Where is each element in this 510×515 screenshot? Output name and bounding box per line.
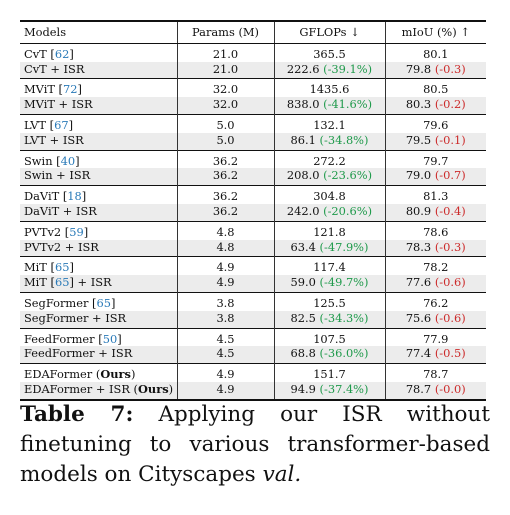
gflops-cell: [274, 62, 385, 79]
miou-value: 77.9: [423, 331, 449, 346]
gflops-cell: [274, 257, 385, 275]
table-row-base: [20, 257, 486, 275]
params-value: 5.0: [216, 132, 235, 147]
header-params: Params (M): [177, 22, 274, 43]
gflops-value: 242.0: [286, 203, 320, 218]
gflops-value: 68.8: [290, 346, 316, 361]
model-name-cell: [20, 204, 177, 221]
miou-cell: [385, 221, 486, 239]
header-gflops: GFLOPs ↓: [274, 22, 385, 43]
ours-label: Ours: [100, 367, 131, 382]
miou-value: 80.3: [405, 97, 432, 112]
caption-italic: val.: [262, 462, 302, 487]
model-name-cell: [20, 97, 177, 114]
miou-delta: (-0.3): [434, 239, 466, 254]
miou-value: 78.7: [423, 367, 449, 382]
gflops-value: 86.1: [290, 132, 316, 147]
model-name: PVTv2 + ISR: [24, 239, 99, 254]
miou-cell: [385, 328, 486, 346]
gflops-delta: (-23.6%): [323, 168, 373, 183]
caption-text: Applying our ISR without finetuning to various transformer-based models on Cityscapes: [20, 402, 490, 487]
table-row-isr: [20, 240, 486, 257]
model-name: MViT + ISR: [24, 97, 93, 112]
gflops-cell: [274, 221, 385, 239]
params-value: 32.0: [212, 97, 239, 112]
params-cell: [177, 186, 274, 204]
params-value: 3.8: [216, 295, 235, 310]
gflops-cell: [274, 133, 385, 150]
gflops-cell: [274, 382, 385, 399]
citation-link: 62: [54, 46, 70, 61]
model-name-cell: MiT [65] + ISR: [20, 275, 177, 292]
gflops-cell: [274, 204, 385, 221]
params-value: 4.8: [216, 224, 235, 239]
citation-link: 59: [69, 224, 84, 239]
params-cell: [177, 133, 274, 150]
params-cell: [177, 240, 274, 257]
params-value: 4.8: [216, 239, 235, 254]
miou-delta: (-0.0): [434, 381, 466, 396]
miou-value: 77.4: [405, 346, 432, 361]
gflops-delta: (-37.4%): [319, 381, 369, 396]
params-cell: [177, 221, 274, 239]
miou-cell: [385, 168, 486, 185]
miou-value: 80.1: [423, 46, 449, 61]
miou-cell: [385, 346, 486, 363]
miou-cell: [385, 240, 486, 257]
miou-cell: [385, 114, 486, 132]
table-row-isr: [20, 97, 486, 114]
gflops-value: 365.5: [313, 46, 346, 61]
miou-delta: (-0.7): [434, 168, 466, 183]
table-row-base: [20, 292, 486, 310]
model-group: [20, 186, 486, 222]
table-row-isr: [20, 311, 486, 328]
model-name-cell: MViT [72]: [20, 79, 177, 97]
table-row-isr: [20, 204, 486, 221]
miou-cell: [385, 79, 486, 97]
params-cell: [177, 204, 274, 221]
gflops-value: 121.8: [313, 224, 346, 239]
model-name-cell: CvT [62]: [20, 44, 177, 62]
gflops-delta: (-39.1%): [323, 61, 373, 76]
table-row-isr: [20, 346, 486, 363]
model-name: FeedFormer: [24, 331, 95, 346]
gflops-value: 222.6: [286, 61, 320, 76]
gflops-value: 838.0: [286, 97, 320, 112]
miou-value: 75.6: [405, 310, 432, 325]
model-name: DaViT: [24, 189, 60, 204]
table-body: [20, 22, 486, 43]
miou-cell: [385, 150, 486, 168]
gflops-cell: [274, 292, 385, 310]
params-value: 5.0: [216, 117, 235, 132]
model-name: LVT: [24, 117, 47, 132]
gflops-cell: [274, 114, 385, 132]
miou-delta: (-0.4): [434, 203, 466, 218]
miou-cell: [385, 97, 486, 114]
model-group: [20, 257, 486, 293]
table-row-base: [20, 79, 486, 97]
miou-delta: (-0.6): [434, 275, 466, 290]
params-value: 4.5: [216, 331, 235, 346]
table-row-isr: [20, 133, 486, 150]
miou-cell: [385, 257, 486, 275]
gflops-cell: [274, 186, 385, 204]
model-name-cell: LVT [67]: [20, 114, 177, 132]
model-group: [20, 79, 486, 115]
gflops-cell: [274, 328, 385, 346]
model-name-cell: PVTv2 [59]: [20, 221, 177, 239]
table-row-base: [20, 44, 486, 62]
table-row-base: [20, 186, 486, 204]
miou-value: 79.8: [405, 61, 432, 76]
miou-delta: (-0.2): [434, 97, 466, 112]
table-row-base: [20, 114, 486, 132]
model-name-cell: EDAFormer (Ours): [20, 364, 177, 382]
citation-link: 18: [67, 189, 82, 204]
model-name-cell: EDAFormer + ISR (Ours): [20, 382, 177, 399]
miou-cell: [385, 292, 486, 310]
params-cell: [177, 114, 274, 132]
miou-value: 79.6: [423, 117, 449, 132]
miou-cell: [385, 382, 486, 399]
params-value: 3.8: [216, 310, 235, 325]
gflops-cell: [274, 364, 385, 382]
citation-link: 65: [54, 275, 70, 290]
params-value: 4.9: [216, 367, 235, 382]
citation-link: 40: [60, 153, 76, 168]
model-name: CvT: [24, 46, 47, 61]
model-name-cell: DaViT [18]: [20, 186, 177, 204]
caption-label: Table 7:: [20, 402, 134, 427]
model-group: [20, 292, 486, 328]
model-name-cell: Swin [40]: [20, 150, 177, 168]
miou-value: 79.5: [405, 132, 432, 147]
miou-cell: [385, 275, 486, 292]
params-value: 4.5: [216, 346, 235, 361]
model-name: FeedFormer + ISR: [24, 346, 133, 361]
miou-cell: [385, 204, 486, 221]
gflops-value: 272.2: [313, 153, 346, 168]
miou-value: 78.7: [405, 381, 432, 396]
model-group: [20, 150, 486, 186]
table-row-base: [20, 328, 486, 346]
params-value: 4.9: [216, 260, 235, 275]
gflops-cell: [274, 311, 385, 328]
miou-cell: [385, 133, 486, 150]
model-name-cell: [20, 311, 177, 328]
params-cell: [177, 97, 274, 114]
params-cell: [177, 311, 274, 328]
params-cell: [177, 275, 274, 292]
miou-cell: [385, 62, 486, 79]
model-name: Swin + ISR: [24, 168, 91, 183]
model-name: SegFormer: [24, 295, 89, 310]
model-group: [20, 364, 486, 399]
gflops-delta: (-36.0%): [319, 346, 369, 361]
params-value: 36.2: [212, 168, 239, 183]
miou-value: 77.6: [405, 275, 432, 290]
citation-link: 72: [63, 82, 78, 97]
params-value: 21.0: [212, 61, 239, 76]
table-caption: [20, 400, 490, 490]
ours-label: Ours: [138, 381, 169, 396]
model-name-cell: MiT [65]: [20, 257, 177, 275]
gflops-cell: [274, 240, 385, 257]
gflops-delta: (-47.9%): [319, 239, 369, 254]
gflops-value: 59.0: [290, 275, 316, 290]
params-cell: [177, 257, 274, 275]
gflops-delta: (-20.6%): [323, 203, 373, 218]
table-row-isr: [20, 382, 486, 399]
citation-link: 50: [102, 331, 118, 346]
miou-delta: (-0.5): [434, 346, 466, 361]
table-row-isr: [20, 168, 486, 185]
table-row-isr: [20, 62, 486, 79]
gflops-cell: [274, 275, 385, 292]
header-row: [20, 22, 486, 43]
params-cell: [177, 62, 274, 79]
results-table: [20, 20, 486, 401]
params-cell: [177, 44, 274, 62]
miou-value: 80.5: [423, 82, 449, 97]
miou-value: 76.2: [423, 295, 449, 310]
params-cell: [177, 346, 274, 363]
gflops-cell: [274, 168, 385, 185]
miou-delta: (-0.1): [434, 132, 466, 147]
gflops-delta: (-49.7%): [319, 275, 369, 290]
model-name: LVT + ISR: [24, 132, 84, 147]
model-name-cell: FeedFormer [50]: [20, 328, 177, 346]
miou-cell: [385, 186, 486, 204]
gflops-value: 63.4: [290, 239, 316, 254]
model-name-cell: [20, 346, 177, 363]
params-cell: [177, 168, 274, 185]
params-cell: [177, 292, 274, 310]
gflops-delta: (-41.6%): [323, 97, 373, 112]
gflops-delta: (-34.8%): [319, 132, 369, 147]
miou-value: 79.0: [405, 168, 432, 183]
gflops-value: 125.5: [313, 295, 346, 310]
model-name: MiT: [24, 260, 47, 275]
model-name-cell: [20, 168, 177, 185]
model-name: SegFormer + ISR: [24, 310, 127, 325]
model-group: [20, 328, 486, 364]
model-name: PVTv2: [24, 224, 62, 239]
model-name-cell: [20, 133, 177, 150]
model-name-cell: [20, 240, 177, 257]
params-value: 36.2: [212, 203, 239, 218]
params-value: 4.9: [216, 381, 235, 396]
model-name: MiT: [24, 275, 47, 290]
miou-value: 78.2: [423, 260, 449, 275]
gflops-cell: [274, 150, 385, 168]
gflops-value: 94.9: [290, 381, 316, 396]
miou-value: 79.7: [423, 153, 449, 168]
gflops-value: 132.1: [313, 117, 346, 132]
params-value: 36.2: [212, 153, 239, 168]
model-name: Swin: [24, 153, 53, 168]
model-name: EDAFormer: [24, 367, 93, 382]
gflops-value: 117.4: [313, 260, 346, 275]
params-cell: [177, 150, 274, 168]
miou-value: 80.9: [405, 203, 432, 218]
table-row-base: [20, 150, 486, 168]
gflops-value: 1435.6: [309, 82, 350, 97]
table-row-isr: [20, 275, 486, 292]
miou-cell: [385, 364, 486, 382]
header-models: Models: [20, 22, 177, 43]
model-group: [20, 221, 486, 257]
miou-value: 78.3: [405, 239, 432, 254]
params-value: 32.0: [212, 82, 239, 97]
params-cell: [177, 364, 274, 382]
gflops-value: 208.0: [286, 168, 320, 183]
gflops-value: 151.7: [313, 367, 346, 382]
gflops-cell: [274, 346, 385, 363]
model-name: CvT + ISR: [24, 61, 85, 76]
model-name: EDAFormer + ISR: [24, 381, 130, 396]
model-name-suffix: + ISR: [73, 275, 112, 290]
model-name-cell: SegFormer [65]: [20, 292, 177, 310]
header-miou: mIoU (%) ↑: [401, 25, 470, 39]
citation-link: 65: [54, 260, 70, 275]
citation-link: 67: [54, 117, 69, 132]
gflops-value: 304.8: [313, 189, 346, 204]
miou-cell: [385, 311, 486, 328]
miou-cell: [385, 44, 486, 62]
gflops-value: 107.5: [313, 331, 346, 346]
params-value: 21.0: [212, 46, 239, 61]
table-row-base: [20, 364, 486, 382]
miou-delta: (-0.3): [434, 61, 466, 76]
model-group: [20, 114, 486, 150]
gflops-cell: [274, 97, 385, 114]
model-name: MViT: [24, 82, 55, 97]
gflops-cell: [274, 79, 385, 97]
gflops-delta: (-34.3%): [319, 310, 369, 325]
miou-value: 81.3: [423, 189, 449, 204]
params-value: 4.9: [216, 275, 235, 290]
model-group: [20, 44, 486, 79]
table-row-base: [20, 221, 486, 239]
citation-link: 65: [96, 295, 111, 310]
model-name: DaViT + ISR: [24, 203, 97, 218]
params-cell: [177, 79, 274, 97]
gflops-cell: [274, 44, 385, 62]
miou-delta: (-0.6): [434, 310, 466, 325]
model-groups: [20, 44, 486, 399]
gflops-value: 82.5: [290, 310, 316, 325]
params-cell: [177, 328, 274, 346]
params-value: 36.2: [212, 189, 239, 204]
miou-value: 78.6: [423, 224, 449, 239]
model-name-cell: [20, 62, 177, 79]
params-cell: [177, 382, 274, 399]
